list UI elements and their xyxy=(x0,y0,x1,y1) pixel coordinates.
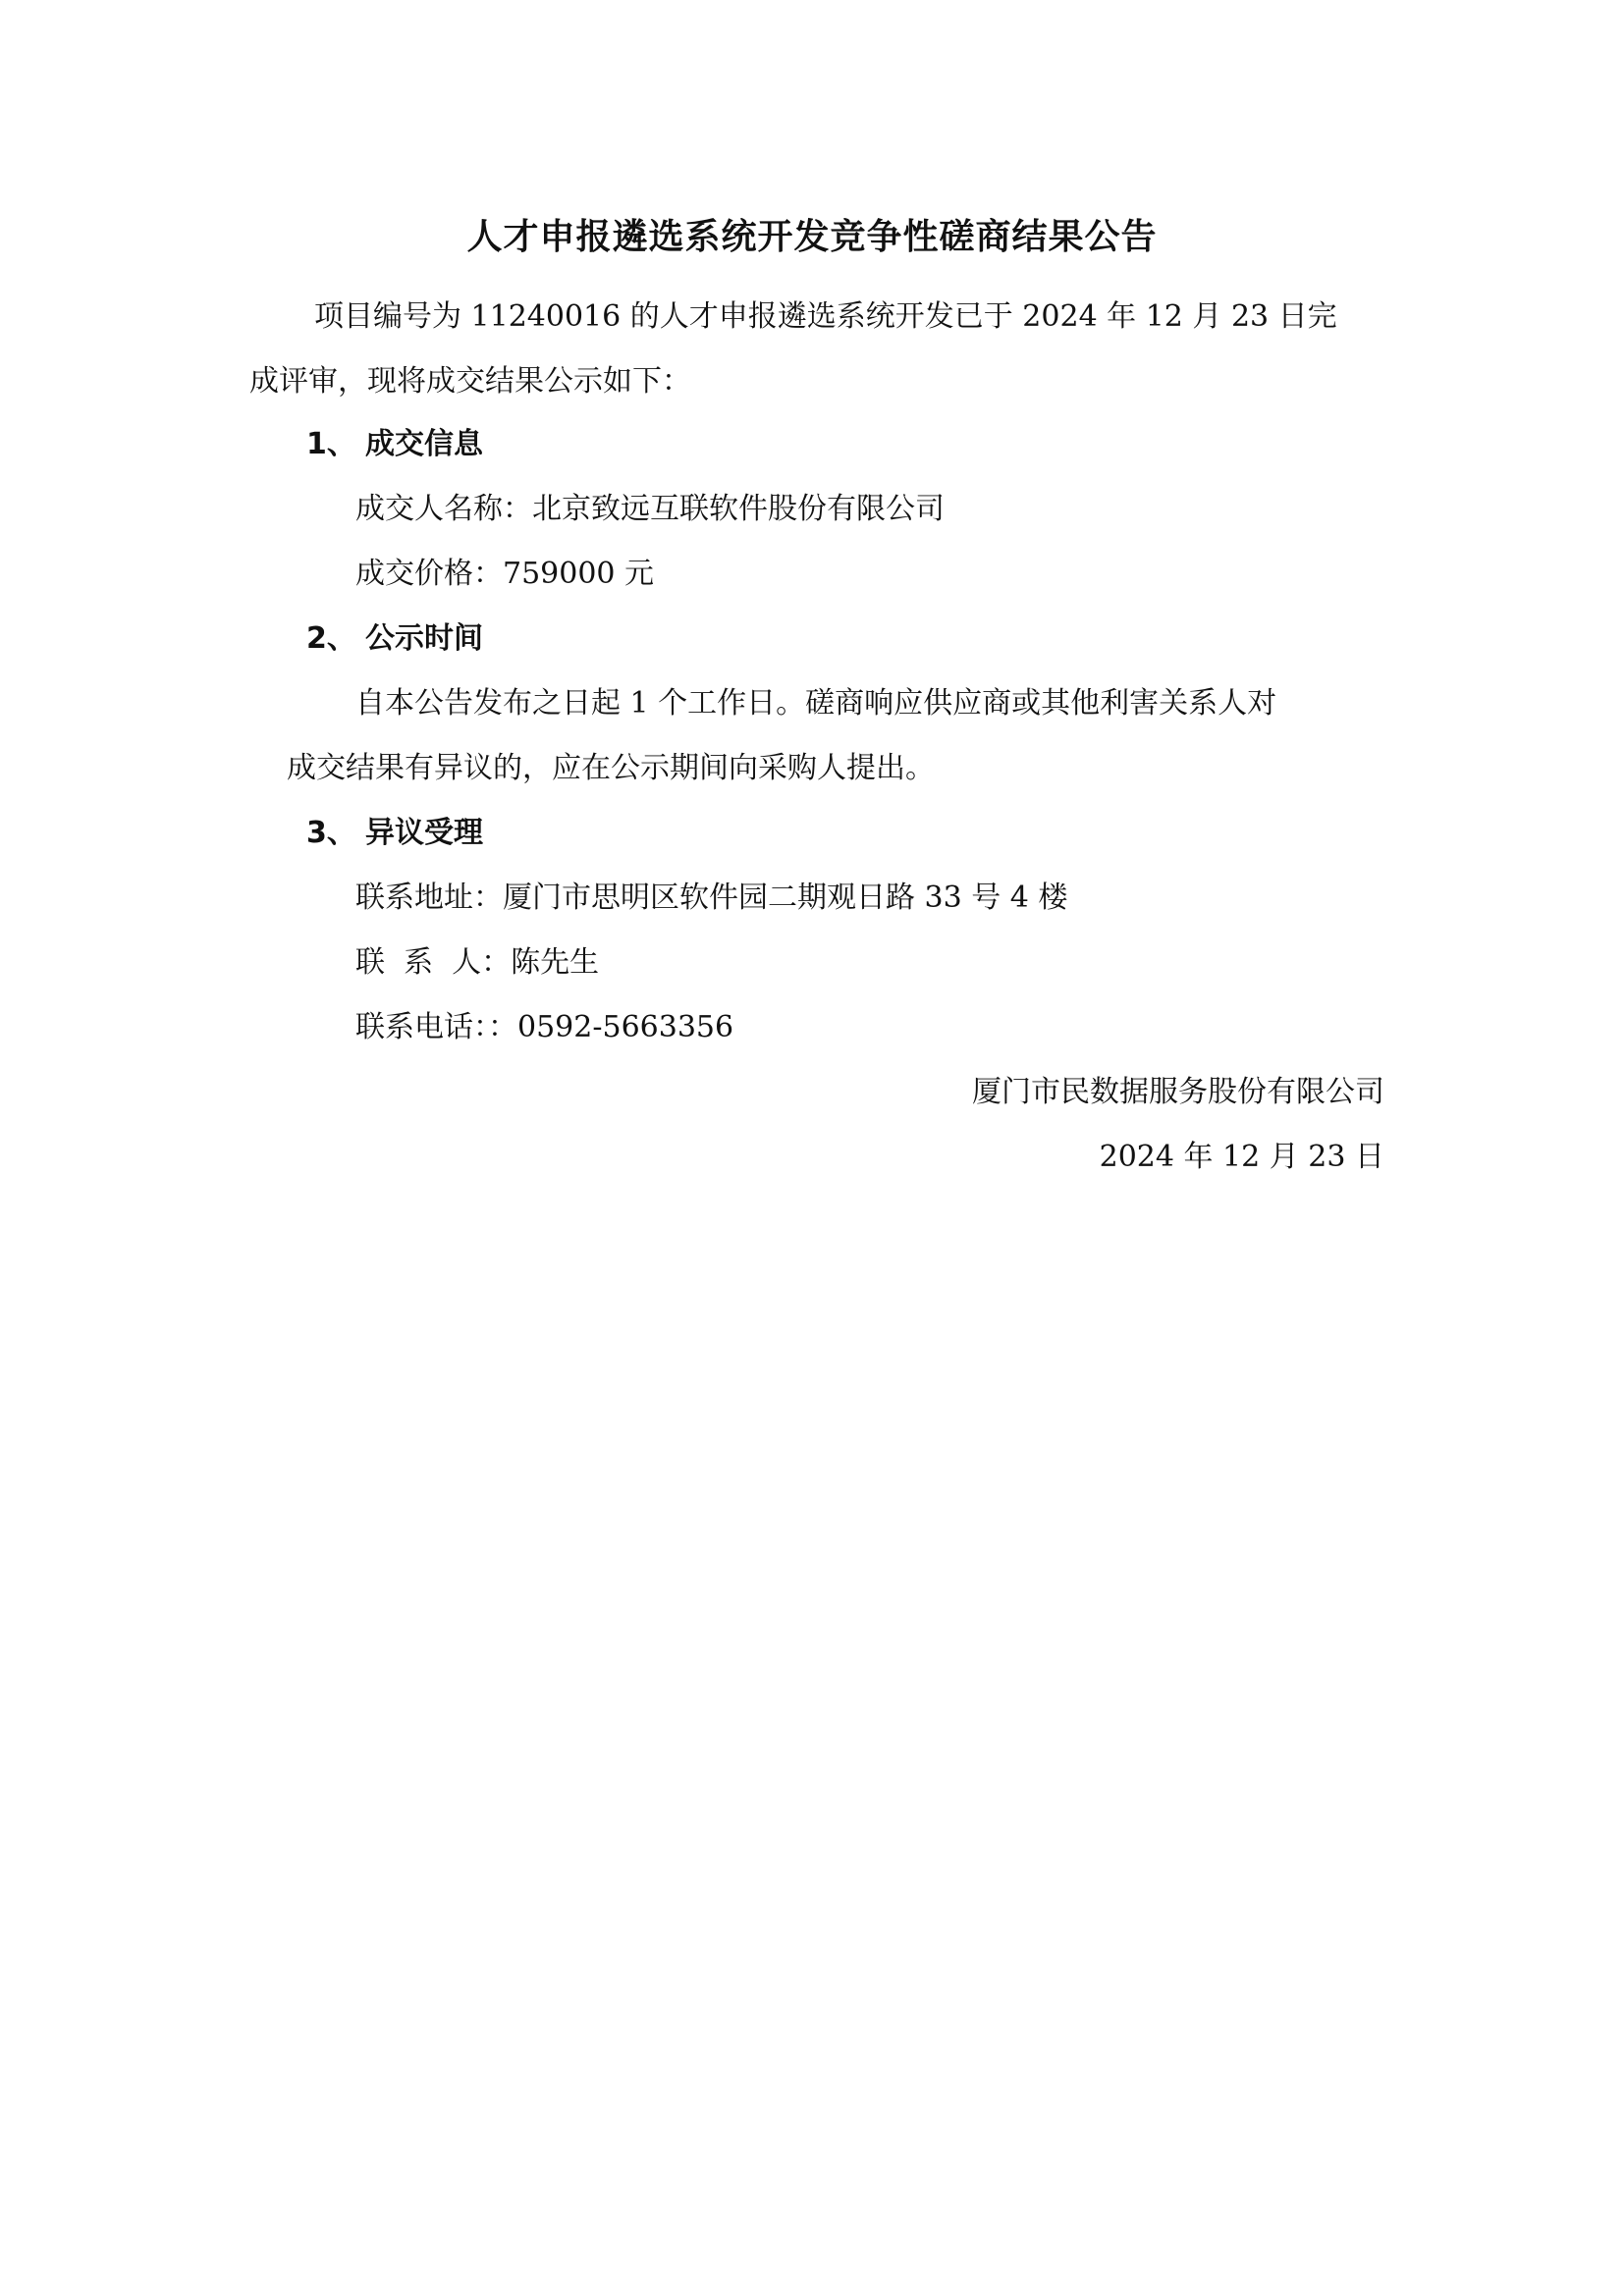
page-title: 人才申报遴选系统开发竞争性磋商结果公告 xyxy=(466,217,1158,257)
section-2-line-2: 成交结果有异议的，应在公示期间向采购人提出。 xyxy=(287,751,935,785)
intro-line-2: 成评审，现将成交结果公示如下： xyxy=(249,364,691,399)
section-1-line-2: 成交价格：759000 元 xyxy=(355,557,655,591)
section-1-title: 成交信息 xyxy=(365,427,483,461)
signature-organization: 厦门市民数据服务股份有限公司 xyxy=(972,1075,1384,1109)
section-1-number: 1、 xyxy=(306,427,356,461)
section-3-number: 3、 xyxy=(306,816,356,850)
section-2-title: 公示时间 xyxy=(365,621,483,656)
section-3-line-1: 联系地址：厦门市思明区软件园二期观日路 33 号 4 楼 xyxy=(355,881,1068,915)
section-2-number: 2、 xyxy=(306,621,356,656)
signature-date: 2024 年 12 月 23 日 xyxy=(1099,1140,1384,1174)
section-1-line-1: 成交人名称：北京致远互联软件股份有限公司 xyxy=(355,492,945,526)
section-3-line-3: 联系电话：：0592-5663356 xyxy=(355,1010,734,1044)
section-2-line-1: 自本公告发布之日起 1 个工作日。磋商响应供应商或其他利害关系人对 xyxy=(355,686,1277,721)
section-3-line-2: 联 系 人：陈先生 xyxy=(355,945,600,980)
section-3-heading xyxy=(306,814,483,853)
section-3-title: 异议受理 xyxy=(365,816,483,850)
intro-line-1: 项目编号为 11240016 的人才申报遴选系统开发已于 2024 年 12 月 23 日完 xyxy=(314,299,1337,334)
section-1-heading xyxy=(306,425,483,464)
section-2-heading xyxy=(306,619,483,659)
